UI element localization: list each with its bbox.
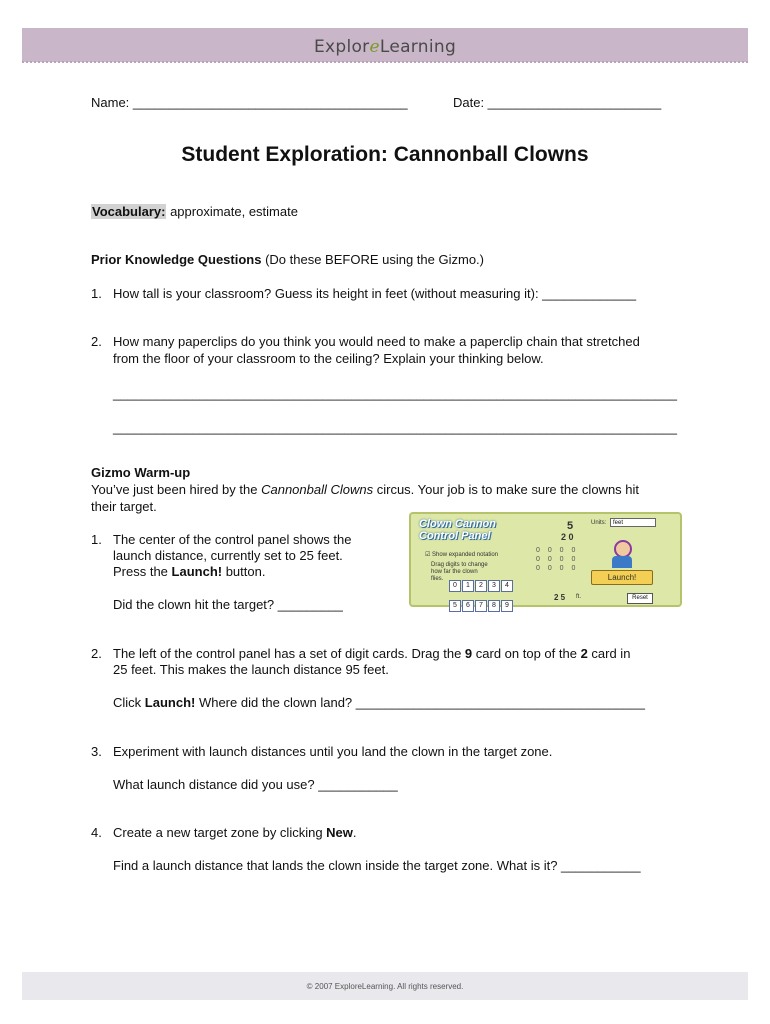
digit-grid: 0 0 0 0 0 0 0 0 0 0 0 0 bbox=[536, 547, 579, 572]
step-2-question: Click Launch! Where did the clown land? ________________________________________ bbox=[113, 695, 645, 710]
vocabulary-label: Vocabulary: bbox=[92, 204, 166, 219]
reset-button[interactable]: Reset bbox=[627, 593, 653, 604]
digit-card[interactable]: 6 bbox=[462, 600, 474, 612]
step-1-line-3: Press the Launch! button. bbox=[113, 564, 266, 579]
digit-cards-bottom-row bbox=[449, 594, 514, 612]
units-select[interactable]: feet bbox=[610, 518, 656, 527]
panel-title: Clown Cannon Control Panel bbox=[419, 518, 496, 542]
prior-question-1: How tall is your classroom? Guess its height in feet (without measuring it): _____________ bbox=[113, 286, 637, 301]
page-title: Student Exploration: Cannonball Clowns bbox=[181, 143, 589, 166]
clown-body-icon bbox=[612, 556, 632, 568]
step-1-question: Did the clown hit the target? _________ bbox=[113, 597, 343, 612]
launch-distance: 2 5 bbox=[554, 593, 566, 602]
step-1-line-1: The center of the control panel shows the bbox=[113, 532, 352, 547]
digit-card[interactable]: 8 bbox=[488, 600, 500, 612]
step-2-line-2: 25 feet. This makes the launch distance 95 feet. bbox=[113, 662, 389, 677]
answer-line[interactable]: ______________________________________________________________________________ bbox=[113, 420, 677, 435]
step-4-question: Find a launch distance that lands the clown inside the target zone. What is it? ___________ bbox=[113, 858, 641, 873]
launch-button[interactable]: Launch! bbox=[591, 570, 653, 585]
vocabulary bbox=[91, 203, 298, 220]
prior-knowledge-heading: Prior Knowledge Questions (Do these BEFORE using the Gizmo.) bbox=[91, 252, 484, 267]
warmup-heading: Gizmo Warm-up bbox=[91, 465, 191, 480]
digit-card[interactable]: 4 bbox=[501, 580, 513, 592]
digit-card[interactable]: 2 bbox=[475, 580, 487, 592]
step-4-line-1: Create a new target zone by clicking New. bbox=[113, 825, 357, 840]
step-number: 3. bbox=[91, 744, 102, 759]
distance-unit: ft. bbox=[576, 594, 582, 600]
brand-logo: ExploreLearning bbox=[313, 37, 457, 57]
value-20: 2 0 bbox=[561, 532, 574, 542]
warmup-intro-line-2: their target. bbox=[91, 499, 157, 514]
units-label: Units: bbox=[591, 520, 607, 526]
header-divider bbox=[22, 61, 748, 63]
step-3-line-1: Experiment with launch distances until you land the clown in the target zone. bbox=[113, 744, 553, 759]
vocabulary-terms: approximate, estimate bbox=[166, 204, 298, 219]
page-footer: © 2007 ExploreLearning. All rights reserved. bbox=[22, 972, 748, 1000]
step-number: 2. bbox=[91, 646, 102, 661]
question-number: 2. bbox=[91, 334, 102, 349]
digit-cards-top-row bbox=[449, 574, 514, 592]
question-number: 1. bbox=[91, 286, 102, 301]
panel-hint: Drag digits to change how far the clown flies. bbox=[431, 562, 488, 582]
digit-cards bbox=[449, 574, 514, 612]
prior-question-2-line-1: How many paperclips do you think you would need to make a paperclip chain that stretched bbox=[113, 334, 640, 349]
date-field[interactable]: Date: ________________________ bbox=[453, 95, 662, 110]
digit-card[interactable]: 7 bbox=[475, 600, 487, 612]
name-field[interactable]: Name: ______________________________________ bbox=[91, 95, 408, 110]
page-header bbox=[22, 28, 748, 62]
digit-card[interactable]: 5 bbox=[449, 600, 461, 612]
digit-card[interactable]: 0 bbox=[449, 580, 461, 592]
digit-card[interactable]: 1 bbox=[462, 580, 474, 592]
prior-question-2-line-2: from the floor of your classroom to the ceiling? Explain your thinking below. bbox=[113, 351, 544, 366]
warmup-intro: You’ve just been hired by the Cannonball Clowns circus. Your job is to make sure the clowns hit bbox=[91, 482, 640, 497]
step-1-line-2: launch distance, currently set to 25 feet. bbox=[113, 548, 343, 563]
digit-card[interactable]: 3 bbox=[488, 580, 500, 592]
gizmo-control-panel bbox=[409, 512, 682, 607]
answer-line[interactable]: ______________________________________________________________________________ bbox=[113, 386, 677, 401]
step-3-question: What launch distance did you use? ___________ bbox=[113, 777, 398, 792]
step-number: 4. bbox=[91, 825, 102, 840]
value-5: 5 bbox=[567, 520, 574, 532]
expanded-notation-checkbox[interactable]: ☑ Show expanded notation bbox=[425, 552, 499, 558]
digit-card[interactable]: 9 bbox=[501, 600, 513, 612]
step-number: 1. bbox=[91, 532, 102, 547]
step-2-line-1: The left of the control panel has a set of digit cards. Drag the 9 card on top of the 2 card in bbox=[113, 646, 631, 661]
